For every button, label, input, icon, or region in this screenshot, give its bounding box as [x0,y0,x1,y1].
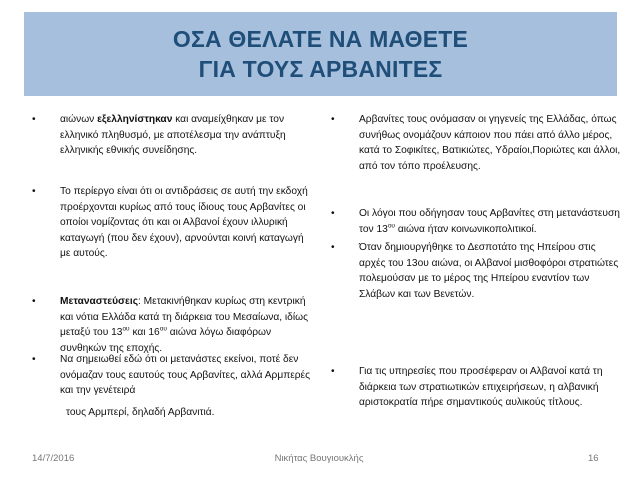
bullet-dot: • [32,186,36,197]
title-line-2: ΓΙΑ ΤΟΥΣ ΑΡΒΑΝΙΤΕΣ [198,56,443,82]
bold-term: Μεταναστεύσεις [60,296,138,307]
left-bullet-2: • Το περίεργο είναι ότι οι αντιδράσεις σε αυτή την εκδοχή προέρχονται κυρίως από τους ίδιους τους Αρβανίτες οι οποίοι νομίζοντας ότι και οι Αλβανοί έχουν ιλλυρική καταγωγή (που δεν έχουν), αρνούνται κοινή καταγωγή με αυτούς. [32,186,308,260]
footer-author: Νικήτας Βουγιουκλής [274,453,364,464]
footer-page-number: 16 [588,453,599,464]
bold-term: εξελληνίστηκαν [97,114,173,125]
right-bullet-3: • Όταν δημιουργήθηκε το Δεσποτάτο της Ηπείρου στις αρχές του 13ου αιώνα, οι Αλβανοί μισθοφόροι στρατιώτες πολεμούσαν με το μέρος της Ηπείρου εναντίον των Σλάβων και των Βενετών. [331,242,619,300]
bullet-dot: • [331,208,335,219]
bullet-dot: • [32,114,36,125]
title-line-1: ΟΣΑ ΘΕΛΑΤΕ ΝΑ ΜΑΘΕΤΕ [172,26,469,52]
title-banner [24,12,617,96]
right-bullet-1: • Αρβανίτες τους ονόμασαν οι γηγενείς της Ελλάδας, όπως συνήθως ονομάζουν κάποιον που πάει από άλλο μέρος, κατά το Σοφικίτες, Βατικιώτες, Υδραίοι,Ποριώτες και άλλοι, από τον τόπο προέλευσης. [331,114,621,172]
left-bullet-1: • αιώνων εξελληνίστηκαν και αναμείχθηκαν με τον ελληνικό πληθυσμό, με αποτέλεσμα την ανάπτυξη ελληνικής εθνικής συνείδησης. [32,114,286,157]
bullet-dot: • [32,354,36,365]
right-bullet-4: • Για τις υπηρεσίες που προσέφεραν οι Αλβανοί κατά τη διάρκεια των στρατιωτικών επιχειρήσεων, η αλβανική αριστοκρατία πήρε σημαντικούς αυλικούς τίτλους. [331,366,603,409]
footer-date: 14/7/2016 [32,453,75,464]
right-bullet-2: • Οι λόγοι που οδήγησαν τους Αρβανίτες στη μετανάστευση τον $13^{o\upsilon}$ αιώνα ήταν κοινωνικοπολιτικοί. [331,208,620,235]
bullet-dot: • [331,242,335,253]
bullet-dot: • [32,296,36,307]
left-bullet-4: • Να σημειωθεί εδώ ότι οι μετανάστες εκείνοι, ποτέ δεν ονόμαζαν τους εαυτούς τους Αρβανίτες, αλλά Αρμπερές και την γενέτειρά τους Αρμπερί, δηλαδή Αρβανιτιά. [32,354,311,418]
bullet-dot: • [331,114,335,125]
bullet-dot: • [331,366,335,377]
left-bullet-3: • Μεταναστεύσεις: Μετακινήθηκαν κυρίως στη κεντρική και νότια Ελλάδα κατά τη διάρκεια του Μεσαίωνα, ιδίως μεταξύ του $13^{o\upsilon}$ και $16^{o\upsilon}$ αιώνα λόγω διαφόρων συνθηκών της εποχής. [32,296,308,354]
